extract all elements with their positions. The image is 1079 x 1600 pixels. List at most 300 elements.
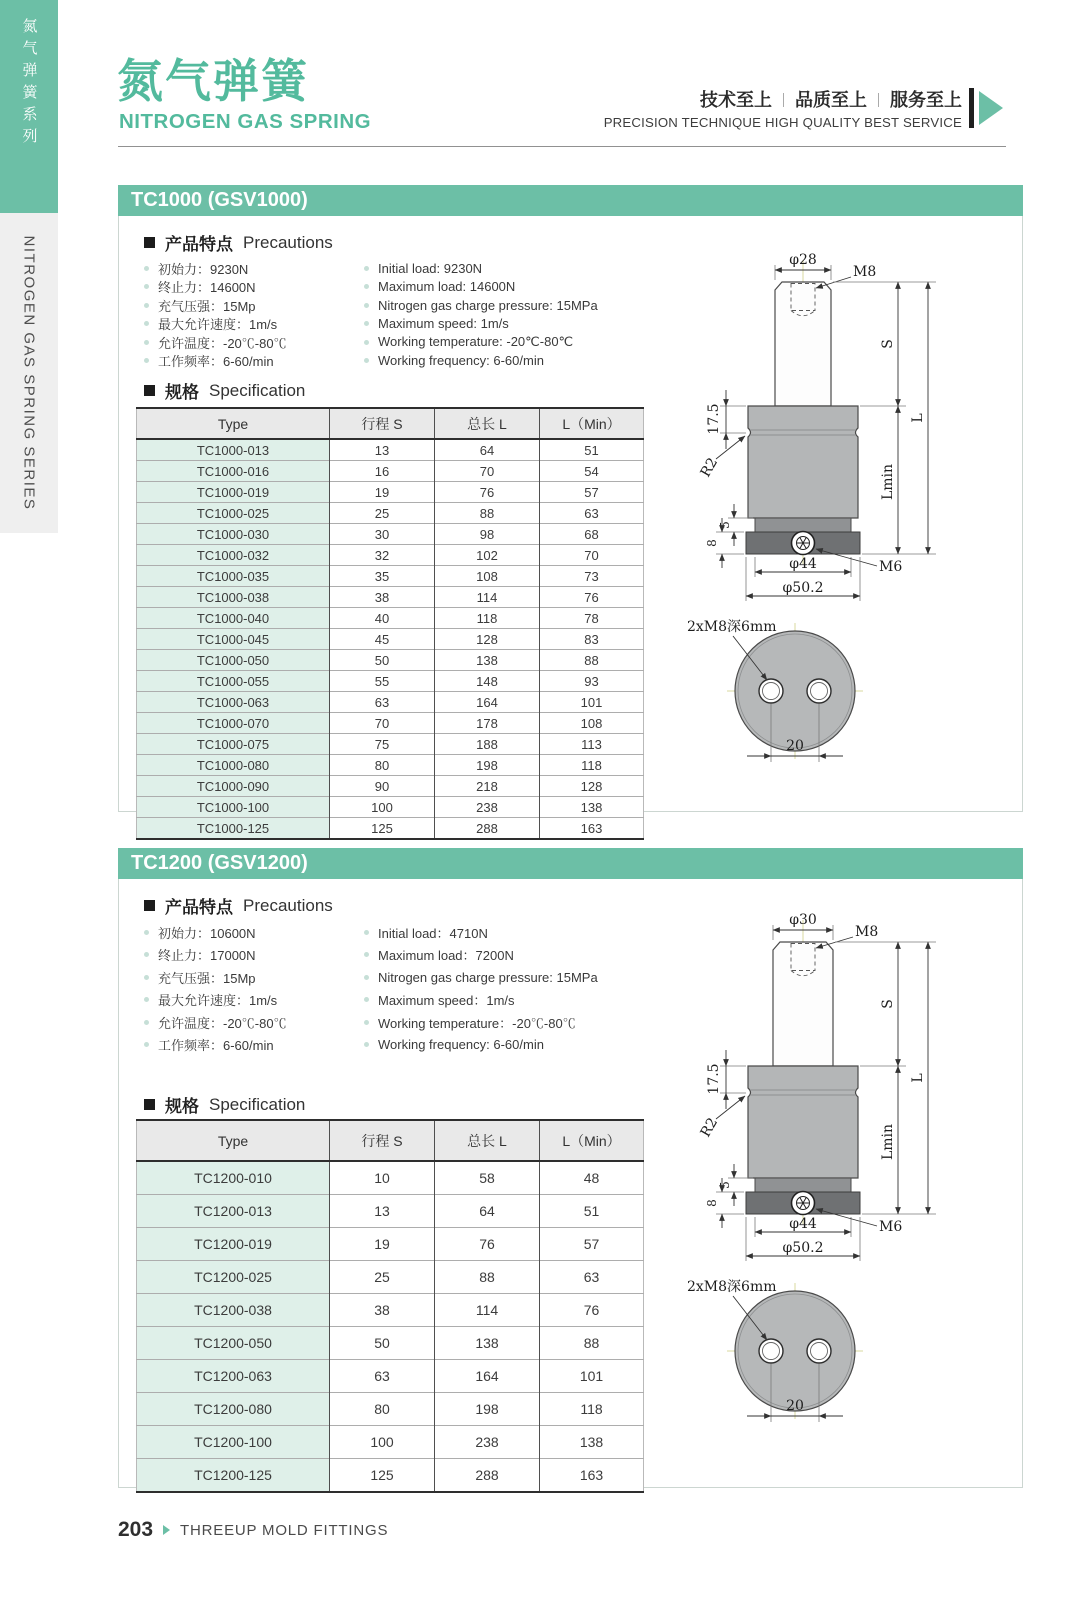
feature-item: [144, 1034, 359, 1057]
cell-value: 40: [330, 608, 435, 629]
dim-top-diameter: φ30: [789, 912, 817, 928]
dim-mid-diameter: φ44: [789, 556, 817, 572]
cell-type: TC1200-013: [137, 1195, 330, 1228]
technical-drawing: [683, 906, 1003, 1436]
bottom-view: [735, 631, 855, 751]
page-number: 203: [118, 1518, 154, 1541]
spec-heading: [144, 378, 305, 403]
feature-item: [144, 296, 359, 315]
table-row: [137, 1195, 644, 1228]
table-row: [137, 524, 644, 545]
cell-value: 64: [435, 439, 540, 461]
table-row: [137, 818, 644, 840]
cell-value: 178: [435, 713, 540, 734]
cell-value: 19: [330, 1228, 435, 1261]
bullet-dot-icon: [144, 340, 149, 345]
cell-value: 63: [540, 1261, 644, 1294]
table-row: [137, 1360, 644, 1393]
feature-item: [144, 1011, 359, 1034]
cell-value: 51: [540, 1195, 644, 1228]
cell-value: 80: [330, 1393, 435, 1426]
feature-item: [364, 989, 694, 1012]
cell-type: TC1200-019: [137, 1228, 330, 1261]
cell-type: TC1000-063: [137, 692, 330, 713]
sidebar-series-block-en: [0, 213, 58, 533]
cell-value: 118: [435, 608, 540, 629]
feature-text: Working frequency: 6-60/min: [378, 1037, 544, 1053]
cell-value: 88: [540, 650, 644, 671]
table-row: [137, 587, 644, 608]
cell-value: 75: [330, 734, 435, 755]
cell-value: 90: [330, 776, 435, 797]
feature-text: 允许温度：-20℃-80℃: [158, 335, 287, 351]
cell-type: TC1200-100: [137, 1426, 330, 1459]
bullet-dot-icon: [364, 303, 369, 308]
spec-heading: [144, 1092, 305, 1117]
cell-type: TC1200-038: [137, 1294, 330, 1327]
table-header-row: [137, 408, 644, 439]
feature-item: [144, 989, 359, 1012]
cell-type: TC1000-075: [137, 734, 330, 755]
sidebar-series-block-zh: [0, 0, 58, 213]
feature-item: [364, 966, 694, 989]
footer-arrow-icon: [163, 1525, 170, 1535]
bullet-dot-icon: [144, 321, 149, 326]
col-header-type: Type: [137, 408, 330, 439]
feature-item: [364, 278, 694, 297]
table-row: [137, 461, 644, 482]
section-tc1200: [118, 848, 1023, 1488]
cell-type: TC1000-050: [137, 650, 330, 671]
features-list-zh: [144, 259, 359, 370]
cell-value: 125: [330, 818, 435, 840]
cell-value: 100: [330, 797, 435, 818]
table-row: [137, 650, 644, 671]
square-bullet-icon: [144, 237, 155, 248]
feature-text: 工作频率：6-60/min: [158, 354, 274, 370]
feature-text: 最大允许速度：1m/s: [158, 993, 278, 1009]
cell-value: 108: [435, 566, 540, 587]
spec-table: [136, 407, 644, 840]
bullet-dot-icon: [144, 997, 149, 1002]
bullet-dot-icon: [144, 975, 149, 980]
table-row: [137, 1294, 644, 1327]
cell-type: TC1200-010: [137, 1161, 330, 1195]
cell-value: 57: [540, 482, 644, 503]
cell-value: 88: [540, 1327, 644, 1360]
cell-value: 48: [540, 1161, 644, 1195]
table-row: [137, 1426, 644, 1459]
feature-text: Working temperature：-20℃-80℃: [378, 1015, 576, 1031]
feature-item: [364, 944, 694, 967]
slogan-separator: [878, 93, 879, 107]
dim-groove-radius: R2: [697, 455, 722, 480]
dim-hole-pitch: 20: [786, 1398, 804, 1414]
cell-value: 163: [540, 1459, 644, 1493]
cell-value: 164: [435, 1360, 540, 1393]
cell-value: 128: [435, 629, 540, 650]
dim-top-thread: M8: [853, 264, 877, 280]
feature-text: 最大允许速度：1m/s: [158, 317, 278, 333]
bullet-dot-icon: [144, 284, 149, 289]
cell-value: 38: [330, 1294, 435, 1327]
cell-type: TC1000-100: [137, 797, 330, 818]
dim-step2: 8: [705, 1199, 719, 1207]
heading-zh: 规格: [165, 383, 199, 402]
col-header-lmin: L（Min）: [540, 408, 644, 439]
cell-value: 70: [540, 545, 644, 566]
cell-value: 70: [435, 461, 540, 482]
cell-value: 238: [435, 1426, 540, 1459]
bullet-dot-icon: [364, 952, 369, 957]
cell-value: 113: [540, 734, 644, 755]
feature-item: [144, 315, 359, 334]
cell-type: TC1000-025: [137, 503, 330, 524]
feature-text: Maximum load：7200N: [378, 948, 514, 964]
table-row: [137, 1161, 644, 1195]
dim-top-thread: M8: [855, 924, 879, 940]
dim-min-length: Lmin: [880, 463, 896, 501]
cell-value: 138: [540, 1426, 644, 1459]
feature-text: Initial load：4710N: [378, 925, 488, 941]
table-row: [137, 671, 644, 692]
cell-type: TC1000-080: [137, 755, 330, 776]
feature-text: 初始力：10600N: [158, 925, 256, 941]
table-row: [137, 1261, 644, 1294]
page-title-en: NITROGEN GAS SPRING: [119, 110, 372, 133]
cell-value: 218: [435, 776, 540, 797]
dim-min-length: Lmin: [880, 1123, 896, 1161]
cell-value: 148: [435, 671, 540, 692]
bullet-dot-icon: [144, 358, 149, 363]
square-bullet-icon: [144, 1099, 155, 1110]
feature-text: Maximum speed: 1m/s: [378, 316, 509, 332]
cell-value: 164: [435, 692, 540, 713]
features-list-en: [364, 921, 694, 1056]
cell-value: 58: [435, 1161, 540, 1195]
bullet-dot-icon: [364, 1020, 369, 1025]
cell-value: 93: [540, 671, 644, 692]
cell-value: 13: [330, 1195, 435, 1228]
dim-groove-radius: R2: [697, 1115, 722, 1140]
heading-zh: 产品特点: [165, 898, 233, 917]
cell-type: TC1000-016: [137, 461, 330, 482]
dim-valve-thread: M6: [879, 559, 903, 575]
cell-value: 30: [330, 524, 435, 545]
bottom-view: [735, 1291, 855, 1411]
cell-value: 108: [540, 713, 644, 734]
cell-value: 50: [330, 650, 435, 671]
heading-en: Precautions: [243, 232, 333, 252]
cell-value: 198: [435, 755, 540, 776]
square-bullet-icon: [144, 385, 155, 396]
col-header-stroke: 行程 S: [330, 1120, 435, 1161]
cell-value: 76: [540, 1294, 644, 1327]
spec-table: [136, 1119, 644, 1493]
dim-base-diameter: φ50.2: [782, 580, 824, 596]
feature-text: Nitrogen gas charge pressure: 15MPa: [378, 969, 598, 985]
cell-value: 25: [330, 503, 435, 524]
cell-type: TC1000-019: [137, 482, 330, 503]
cell-value: 63: [330, 1360, 435, 1393]
feature-item: [144, 333, 359, 352]
bullet-dot-icon: [364, 266, 369, 271]
cell-value: 78: [540, 608, 644, 629]
table-row: [137, 797, 644, 818]
feature-item: [364, 921, 694, 944]
slogan-block: [500, 86, 962, 130]
dim-stroke: S: [880, 339, 896, 349]
slogan-separator: [783, 93, 784, 107]
feature-item: [364, 259, 694, 278]
cell-value: 19: [330, 482, 435, 503]
cell-value: 102: [435, 545, 540, 566]
table-row: [137, 566, 644, 587]
cell-value: 38: [330, 587, 435, 608]
feature-item: [144, 278, 359, 297]
cell-value: 76: [435, 482, 540, 503]
cell-type: TC1200-080: [137, 1393, 330, 1426]
technical-drawing: [683, 246, 1003, 776]
dim-mid-diameter: φ44: [789, 1216, 817, 1232]
cell-value: 73: [540, 566, 644, 587]
cell-value: 125: [330, 1459, 435, 1493]
cell-value: 114: [435, 1294, 540, 1327]
header-divider: [118, 146, 1006, 147]
cell-type: TC1200-050: [137, 1327, 330, 1360]
cell-value: 80: [330, 755, 435, 776]
feature-item: [144, 944, 359, 967]
dim-valve-thread: M6: [879, 1219, 903, 1235]
bullet-dot-icon: [144, 930, 149, 935]
cell-value: 100: [330, 1426, 435, 1459]
cell-value: 101: [540, 1360, 644, 1393]
cell-value: 45: [330, 629, 435, 650]
cell-value: 188: [435, 734, 540, 755]
cell-value: 35: [330, 566, 435, 587]
page-footer: [118, 1518, 388, 1542]
feature-item: [364, 1011, 694, 1034]
bullet-dot-icon: [364, 1042, 369, 1047]
page-title-zh: 氮气弹簧: [117, 55, 309, 107]
dim-bottom-holes: 2xM8深6mm: [687, 1279, 777, 1295]
cell-type: TC1000-038: [137, 587, 330, 608]
cell-type: TC1000-032: [137, 545, 330, 566]
cell-type: TC1000-070: [137, 713, 330, 734]
slogan-zh-part: 品质至上: [795, 90, 867, 110]
features-list-zh: [144, 921, 359, 1056]
brand-name: THREEUP MOLD FITTINGS: [180, 1521, 389, 1539]
dim-hole-pitch: 20: [786, 738, 804, 754]
sidebar-series-label-en: NITROGEN GAS SPRING SERIES: [20, 235, 38, 511]
cell-type: TC1000-125: [137, 818, 330, 840]
dim-step2: 8: [705, 539, 719, 547]
dim-step1: 5: [718, 1181, 732, 1189]
cell-type: TC1000-030: [137, 524, 330, 545]
precautions-heading: [144, 893, 333, 918]
bullet-dot-icon: [364, 975, 369, 980]
col-header-lmin: L（Min）: [540, 1120, 644, 1161]
feature-item: [144, 966, 359, 989]
table-header-row: [137, 1120, 644, 1161]
slogan-en: PRECISION TECHNIQUE HIGH QUALITY BEST SERVICE: [603, 115, 962, 130]
square-bullet-icon: [144, 900, 155, 911]
table-row: [137, 629, 644, 650]
cell-value: 118: [540, 1393, 644, 1426]
cell-value: 163: [540, 818, 644, 840]
cell-type: TC1200-063: [137, 1360, 330, 1393]
cell-value: 288: [435, 818, 540, 840]
feature-text: Maximum load: 14600N: [378, 279, 516, 295]
heading-en: Specification: [209, 1094, 306, 1114]
col-header-length: 总长 L: [435, 1120, 540, 1161]
cell-type: TC1000-035: [137, 566, 330, 587]
dim-total-length: L: [910, 413, 926, 423]
table-row: [137, 503, 644, 524]
flange-step: [755, 1178, 851, 1192]
section-title-bar: [118, 848, 1023, 879]
feature-text: 初始力：9230N: [158, 261, 249, 277]
cylinder-body: [748, 1066, 858, 1178]
cell-value: 83: [540, 629, 644, 650]
cell-type: TC1000-090: [137, 776, 330, 797]
features-list-en: [364, 259, 694, 370]
table-row: [137, 1327, 644, 1360]
cell-value: 32: [330, 545, 435, 566]
dim-base-diameter: φ50.2: [782, 1240, 824, 1256]
table-row: [137, 608, 644, 629]
col-header-length: 总长 L: [435, 408, 540, 439]
section-title: TC1000 (GSV1000): [131, 189, 308, 211]
cell-type: TC1200-025: [137, 1261, 330, 1294]
feature-text: 终止力：14600N: [158, 280, 256, 296]
feature-item: [364, 315, 694, 334]
cell-value: 138: [540, 797, 644, 818]
dim-bottom-holes: 2xM8深6mm: [687, 619, 777, 635]
table-row: [137, 734, 644, 755]
table-row: [137, 1459, 644, 1493]
feature-item: [144, 352, 359, 371]
cylinder-body: [748, 406, 858, 518]
bullet-dot-icon: [144, 952, 149, 957]
cell-value: 25: [330, 1261, 435, 1294]
cell-value: 128: [540, 776, 644, 797]
header-arrow-icon: [979, 91, 1003, 125]
cell-value: 76: [540, 587, 644, 608]
cell-value: 198: [435, 1393, 540, 1426]
bullet-dot-icon: [144, 1020, 149, 1025]
table-row: [137, 755, 644, 776]
dim-top-diameter: φ28: [789, 252, 817, 268]
heading-zh: 规格: [165, 1097, 199, 1116]
cell-type: TC1200-125: [137, 1459, 330, 1493]
feature-text: Nitrogen gas charge pressure: 15MPa: [378, 297, 598, 313]
bullet-dot-icon: [364, 340, 369, 345]
cell-value: 138: [435, 650, 540, 671]
col-header-type: Type: [137, 1120, 330, 1161]
cell-value: 98: [435, 524, 540, 545]
cell-value: 88: [435, 1261, 540, 1294]
precautions-heading: [144, 230, 333, 255]
feature-text: 终止力：17000N: [158, 948, 256, 964]
feature-item: [364, 333, 694, 352]
cell-value: 64: [435, 1195, 540, 1228]
slogan-zh: [500, 86, 962, 112]
table-row: [137, 776, 644, 797]
bullet-dot-icon: [144, 266, 149, 271]
cell-value: 16: [330, 461, 435, 482]
dim-neck-height: 17.5: [706, 403, 722, 435]
feature-item: [364, 352, 694, 371]
table-row: [137, 1393, 644, 1426]
section-title-bar: [118, 185, 1023, 216]
bullet-dot-icon: [144, 303, 149, 308]
section-title: TC1200 (GSV1200): [131, 852, 308, 874]
cell-value: 76: [435, 1228, 540, 1261]
bullet-dot-icon: [364, 997, 369, 1002]
cell-value: 63: [330, 692, 435, 713]
cell-value: 118: [540, 755, 644, 776]
cell-type: TC1000-045: [137, 629, 330, 650]
feature-item: [144, 921, 359, 944]
feature-text: Working frequency: 6-60/min: [378, 353, 544, 369]
cell-value: 13: [330, 439, 435, 461]
table-row: [137, 1228, 644, 1261]
feature-text: 允许温度：-20℃-80℃: [158, 1015, 287, 1031]
dim-total-length: L: [910, 1073, 926, 1083]
bullet-dot-icon: [144, 1042, 149, 1047]
slogan-zh-part: 技术至上: [700, 90, 772, 110]
cell-value: 54: [540, 461, 644, 482]
cell-value: 63: [540, 503, 644, 524]
col-header-stroke: 行程 S: [330, 408, 435, 439]
cell-value: 50: [330, 1327, 435, 1360]
cell-value: 51: [540, 439, 644, 461]
dim-neck-height: 17.5: [706, 1063, 722, 1095]
cell-value: 57: [540, 1228, 644, 1261]
table-row: [137, 692, 644, 713]
slogan-zh-part: 服务至上: [890, 90, 962, 110]
feature-text: Working temperature: -20℃-80℃: [378, 334, 574, 350]
cell-value: 288: [435, 1459, 540, 1493]
piston-rod: [775, 282, 831, 406]
cell-value: 55: [330, 671, 435, 692]
bullet-dot-icon: [364, 930, 369, 935]
cell-type: TC1000-040: [137, 608, 330, 629]
table-row: [137, 482, 644, 503]
bullet-dot-icon: [364, 321, 369, 326]
heading-en: Specification: [209, 380, 306, 400]
feature-item: [364, 296, 694, 315]
cell-type: TC1000-013: [137, 439, 330, 461]
heading-en: Precautions: [243, 895, 333, 915]
table-row: [137, 545, 644, 566]
feature-text: Maximum speed：1m/s: [378, 993, 515, 1009]
dim-step1: 5: [718, 521, 732, 529]
cell-type: TC1000-055: [137, 671, 330, 692]
feature-text: 工作频率：6-60/min: [158, 1038, 274, 1054]
bullet-dot-icon: [364, 284, 369, 289]
table-row: [137, 713, 644, 734]
cell-value: 238: [435, 797, 540, 818]
header-vertical-bar: [969, 88, 974, 128]
cell-value: 88: [435, 503, 540, 524]
feature-item: [144, 259, 359, 278]
table-row: [137, 439, 644, 461]
cell-value: 70: [330, 713, 435, 734]
dim-stroke: S: [880, 999, 896, 1009]
cell-value: 138: [435, 1327, 540, 1360]
